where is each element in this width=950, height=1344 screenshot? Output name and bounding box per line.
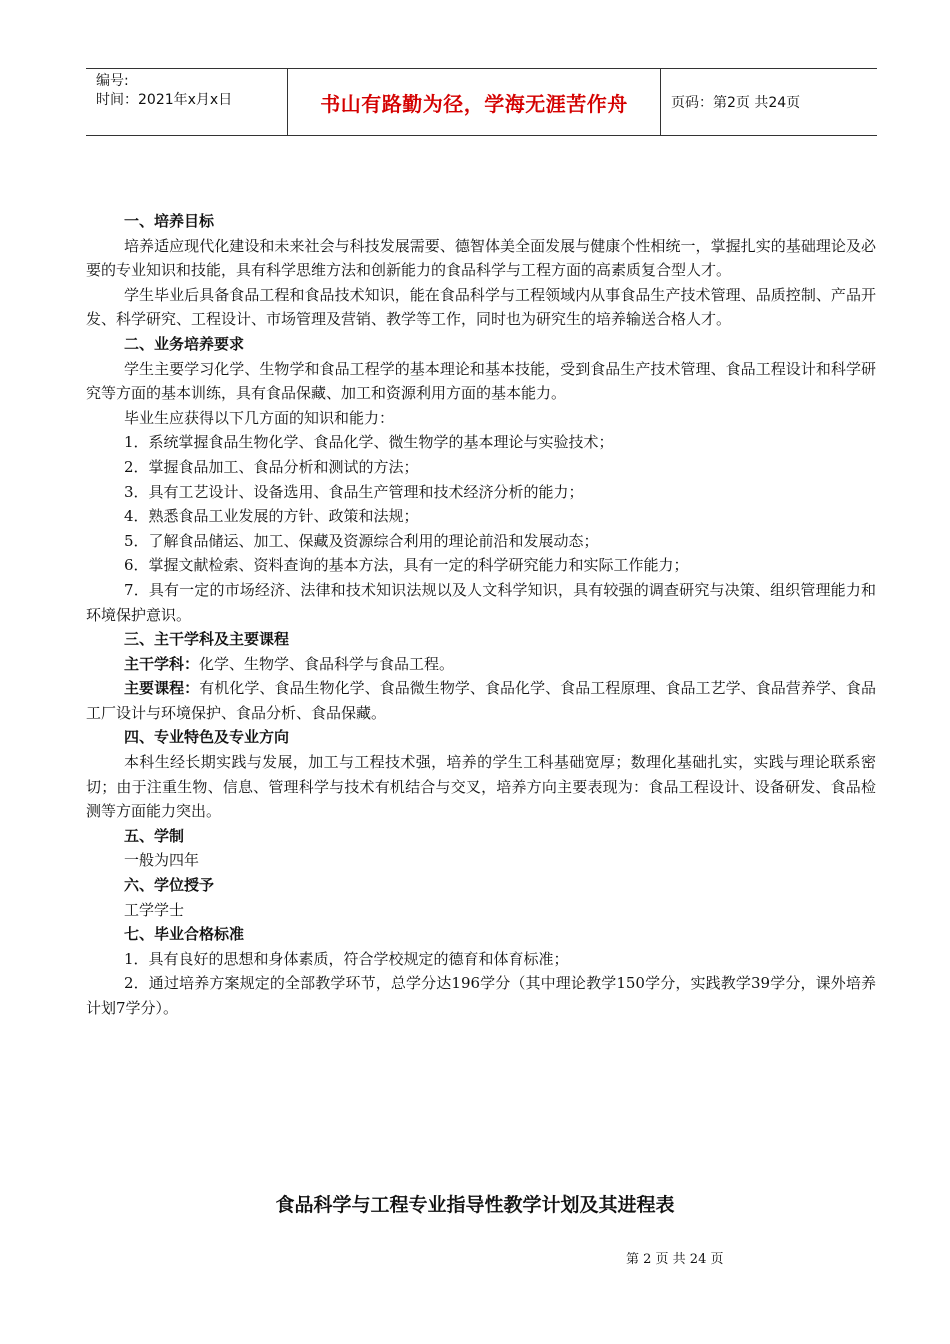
list-item: 2．掌握食品加工、食品分析和测试的方法； <box>124 457 419 476</box>
degree-text: 工学学士 <box>124 900 185 919</box>
main-courses-text: 有机化学、食品生物化学、食品微生物学、食品化学、食品工程原理、食品工艺学、食品营养学、食品工厂设计与环境保护、食品分析、食品保藏。 <box>86 679 876 722</box>
page-header <box>86 68 877 136</box>
main-disciplines <box>86 652 876 677</box>
requirements-paragraph-2: 毕业生应获得以下几方面的知识和能力： <box>124 408 395 427</box>
list-item: 3．具有工艺设计、设备选用、食品生产管理和技术经济分析的能力； <box>124 482 584 501</box>
section-title-courses: 三、主干学科及主要课程 <box>124 630 290 649</box>
features-paragraph: 本科生经长期实践与发展，加工与工程技术强，培养的学生工科基础宽厚；数理化基础扎实，实践与理论联系密切；由于注重生物、信息、管理科学与技术有机结合与交叉，培养方向主要表现为：食品工程设计、设备研发、食品检测等方面能力突出。 <box>86 753 876 821</box>
header-info-cell <box>86 69 288 135</box>
main-disciplines-label: 主干学科： <box>124 654 200 673</box>
section-title-goals: 一、培养目标 <box>124 212 215 230</box>
section-title-duration: 五、学制 <box>124 826 185 845</box>
main-courses-label: 主要课程： <box>124 679 200 698</box>
document-body <box>86 209 876 1021</box>
goals-paragraph-1: 培养适应现代化建设和未来社会与科技发展需要、德智体美全面发展与健康个性相统一，掌握扎实的基础理论及必要的专业知识和技能，具有科学思维方法和创新能力的食品科学与工程方面的高素质复合型人才。 <box>86 236 876 280</box>
requirements-paragraph-1: 学生主要学习化学、生物学和食品工程学的基本理论和基本技能，受到食品生产技术管理、食品工程设计和科学研究等方面的基本训练，具有食品保藏、加工和资源利用方面的基本能力。 <box>86 359 876 403</box>
header-motto: 书山有路勤为径，学海无涯苦作舟 <box>288 69 661 135</box>
main-courses <box>86 676 876 725</box>
section-title-requirements: 二、业务培养要求 <box>124 334 245 353</box>
list-item: 6．掌握文献检索、资料查询的基本方法，具有一定的科学研究能力和实际工作能力； <box>124 556 689 575</box>
section-title-features: 四、专业特色及专业方向 <box>124 728 290 747</box>
list-item: 1．系统掌握食品生物化学、食品化学、微生物学的基本理论与实验技术； <box>124 433 614 452</box>
time-label: 时间：2021年x月x日 <box>96 92 233 108</box>
list-item: 2．通过培养方案规定的全部教学环节，总学分达196学分（其中理论教学150学分，实践教学39学分，课外培养计划7学分）。 <box>86 974 876 1017</box>
section-title-graduation: 七、毕业合格标准 <box>124 925 245 944</box>
code-label: 编号: <box>96 73 129 89</box>
plan-table-title: 食品科学与工程专业指导性教学计划及其进程表 <box>275 1194 675 1216</box>
list-item: 4．熟悉食品工业发展的方针、政策和法规； <box>124 507 419 526</box>
list-item: 7．具有一定的市场经济、法律和技术知识法规以及人文科学知识，具有较强的调查研究与决策、组织管理能力和环境保护意识。 <box>86 580 876 624</box>
list-item: 5．了解食品储运、加工、保藏及资源综合利用的理论前沿和发展动态； <box>124 531 599 550</box>
section-title-degree: 六、学位授予 <box>124 876 215 895</box>
list-item: 1．具有良好的思想和身体素质，符合学校规定的德育和体育标准； <box>124 949 569 968</box>
goals-paragraph-2: 学生毕业后具备食品工程和食品技术知识，能在食品科学与工程领域内从事食品生产技术管理、品质控制、产品开发、科学研究、工程设计、市场管理及营销、教学等工作，同时也为研究生的培养输送合格人才。 <box>86 285 876 329</box>
duration-text: 一般为四年 <box>124 851 200 870</box>
page-footer: 第 2 页 共 24 页 <box>626 1252 724 1267</box>
main-disciplines-text: 化学、生物学、食品科学与食品工程。 <box>199 654 455 673</box>
header-page-label: 页码：第2页 共24页 <box>671 95 801 111</box>
